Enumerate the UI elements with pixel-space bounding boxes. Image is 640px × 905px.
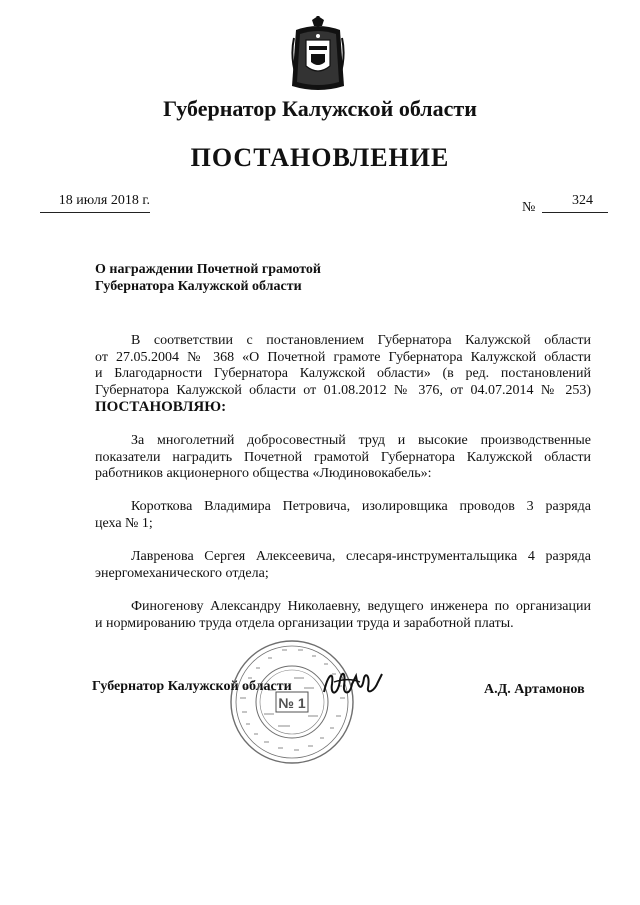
paragraph-line: работников акционерного общества «Людиновокабель»:	[95, 466, 432, 482]
decree-word: ПОСТАНОВЛЯЮ:	[95, 399, 227, 416]
issuer-title: Губернатор Калужской области	[163, 96, 477, 121]
award-paragraph	[95, 433, 591, 483]
document-subject	[95, 261, 415, 295]
seal-number: № 1	[278, 695, 306, 711]
number-sign: №	[522, 200, 536, 215]
coat-of-arms-icon	[290, 16, 346, 94]
document-date	[40, 193, 150, 217]
preamble-paragraph	[95, 333, 591, 416]
date-underline	[40, 212, 150, 213]
signatory-title: Губернатор Калужской области	[92, 679, 292, 694]
handwritten-signature-icon	[320, 666, 388, 700]
paragraph-line: Короткова Владимира Петровича, изолировщика проводов 3 разряда	[131, 499, 591, 514]
document-number	[542, 193, 608, 217]
awardee-item	[95, 599, 591, 632]
paragraph-line: и Благодарности Губернатора Калужской области» (в ред. постановлений	[95, 366, 591, 382]
paragraph-line: В соответствии с постановлением Губернатора Калужской области	[131, 333, 591, 348]
official-seal-icon	[228, 638, 356, 766]
signatory-name: А.Д. Артамонов	[484, 682, 585, 697]
paragraph-line: показатели наградить Почетной грамотой Губернатора Калужской области	[95, 449, 591, 465]
document-type: ПОСТАНОВЛЕНИЕ	[190, 143, 450, 172]
number-value: 324	[572, 193, 593, 208]
subject-line: Губернатора Калужской области	[95, 279, 302, 294]
paragraph-line: За многолетний добросовестный труд и высокие производственные	[131, 433, 591, 448]
awardee-item	[95, 549, 591, 582]
awardee-item	[95, 499, 591, 532]
paragraph-line: Лавренова Сергея Алексеевича, слесаря-инструментальщика 4 разряда	[131, 549, 591, 564]
paragraph-line: и нормированию труда отдела организации труда и заработной платы.	[95, 615, 514, 631]
paragraph-line: Финогенову Александру Николаевну, ведущего инженера по организации	[131, 599, 591, 614]
subject-line: О награждении Почетной грамотой	[95, 262, 321, 277]
paragraph-line: Губернатора Калужской области от 01.08.2012 № 376, от 04.07.2014 № 253)	[95, 382, 591, 398]
paragraph-line: цеха № 1;	[95, 515, 153, 531]
date-value: 18 июля 2018 г.	[58, 193, 150, 208]
paragraph-line: энергомеханического отдела;	[95, 565, 269, 581]
number-underline	[542, 212, 608, 213]
paragraph-line: от 27.05.2004 № 368 «О Почетной грамоте Губернатора Калужской области	[95, 349, 591, 365]
